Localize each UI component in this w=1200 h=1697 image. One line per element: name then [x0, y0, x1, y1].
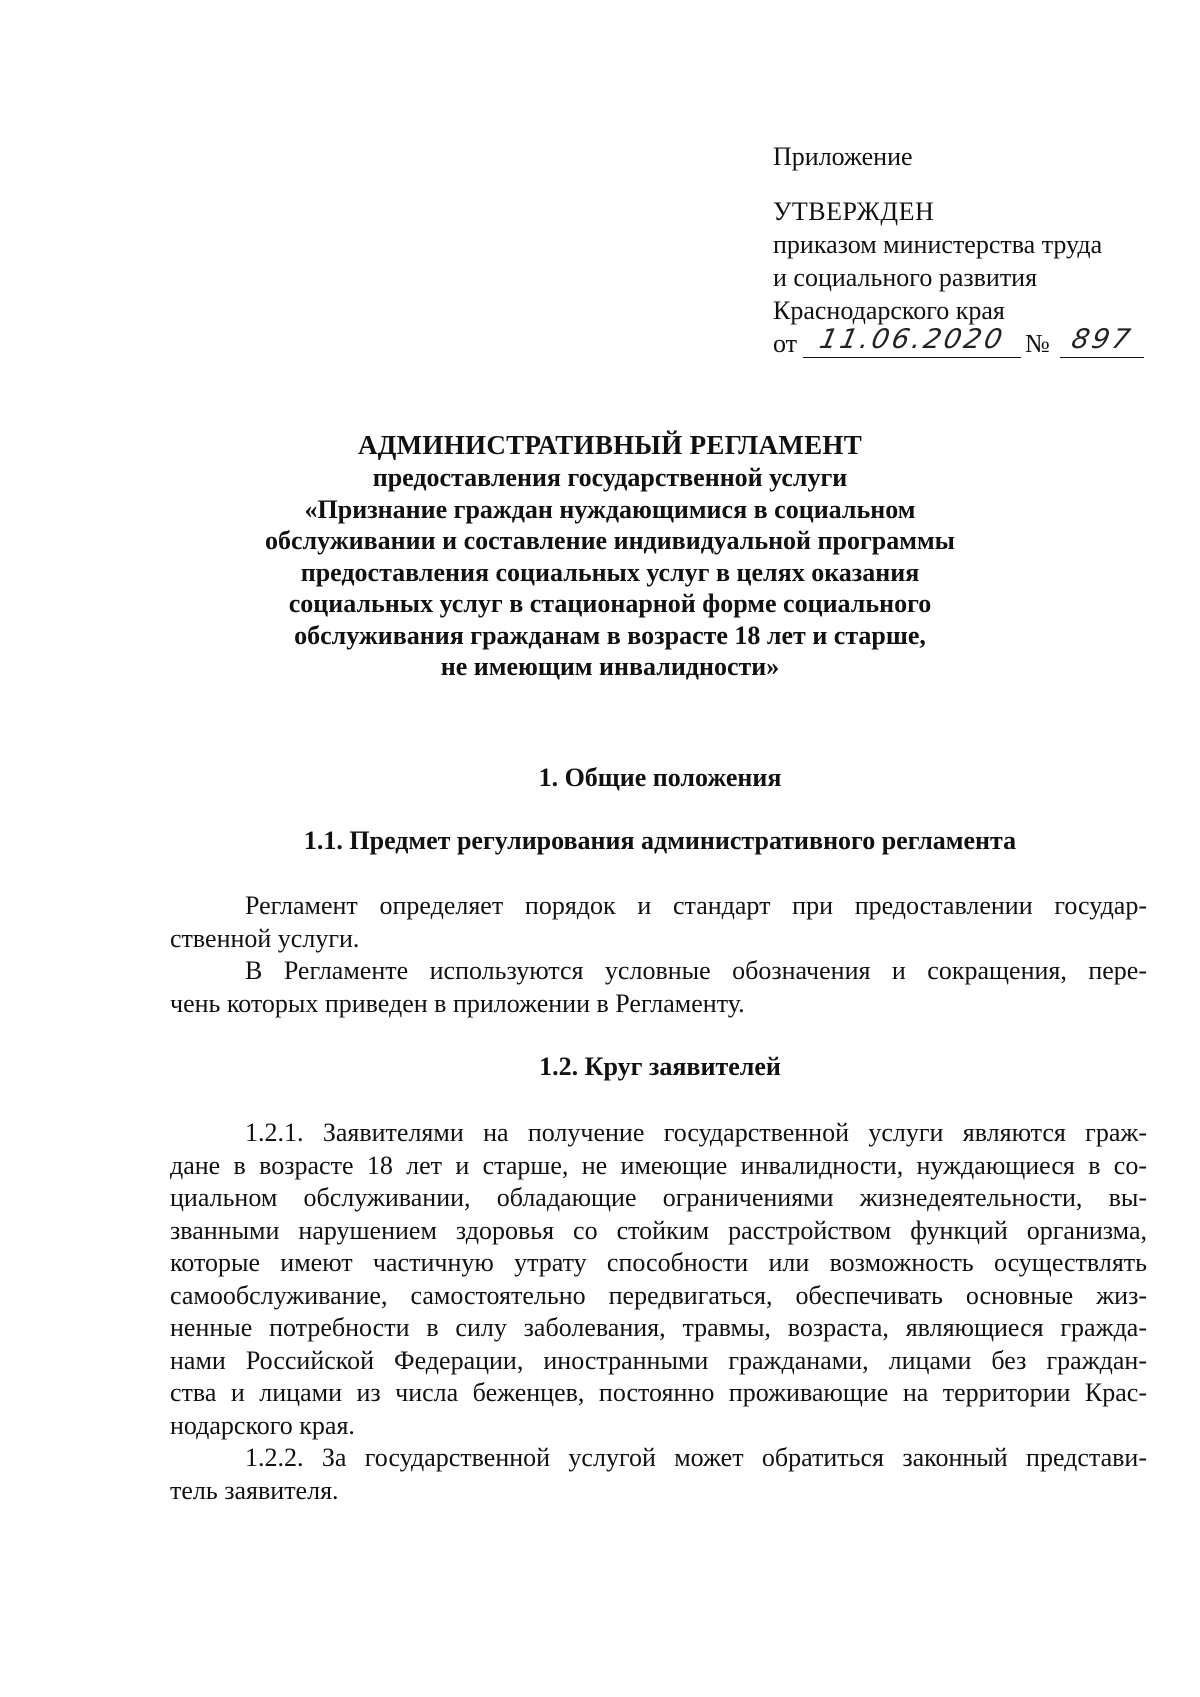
approval-line: и социального развития [773, 263, 1038, 292]
document-title [150, 428, 1070, 683]
text-line: самообслуживание, самостоятельно передвигаться, обеспечивать основные жиз- [170, 1280, 1147, 1310]
text-line: званными нарушением здоровья со стойким расстройством функций организма, [170, 1215, 1147, 1245]
date-number-row [773, 324, 1173, 360]
text-line: ненные потребности в силу заболевания, травмы, возраста, являющиеся гражда- [170, 1313, 1147, 1342]
text-line: тель заявителя. [170, 1475, 339, 1505]
text-line: 1.2.1. Заявителями на получение государственной услуги являются граж- [245, 1118, 1147, 1147]
subsection-body [170, 890, 1147, 1020]
title-line: обслуживании и составление индивидуальной программы [265, 526, 955, 555]
approved-label: УТВЕРЖДЕН [773, 197, 935, 226]
title-line: предоставления социальных услуг в целях оказания [300, 557, 920, 587]
text-line: циальном обслуживании, обладающие ограничениями жизнедеятельности, вы- [170, 1183, 1147, 1212]
title-line: «Признание граждан нуждающимися в социальном [304, 494, 916, 524]
date-prefix: от [773, 329, 798, 358]
handwritten-date: 11.06.2020 [816, 324, 1008, 355]
title-line: не имеющим инвалидности» [440, 652, 780, 681]
subsection-heading: 1.2. Круг заявителей [539, 1052, 781, 1081]
subsection-body [170, 1117, 1147, 1507]
paragraph [170, 1442, 1147, 1507]
number-label: № [1025, 329, 1050, 358]
handwritten-number: 897 [1068, 324, 1136, 355]
paragraph [170, 890, 1147, 955]
paragraph [170, 1117, 1147, 1442]
subsection-heading: 1.1. Предмет регулирования административного регламента [303, 826, 1017, 855]
text-line: ственной услуги. [170, 923, 360, 953]
text-line: дане в возрасте 18 лет и старше, не имеющие инвалидности, нуждающиеся в со- [170, 1150, 1147, 1180]
title-line: социальных услуг в стационарной форме социального [288, 589, 932, 618]
date-field [803, 324, 1021, 358]
text-line: 1.2.2. За государственной услугой может обратиться законный представи- [245, 1443, 1147, 1472]
text-line: ства и лицами из числа беженцев, постоянно проживающие на территории Крас- [170, 1378, 1147, 1407]
approval-line: приказом министерства труда [773, 230, 1103, 259]
title-line: предоставления государственной услуги [372, 463, 848, 492]
text-line: чень которых приведен в приложении в Регламенту. [170, 988, 745, 1018]
title-main: АДМИНИСТРАТИВНЫЙ РЕГЛАМЕНТ [357, 430, 863, 460]
text-line: нодарского края. [170, 1410, 355, 1440]
text-line: которые имеют частичную утрату способности или возможность осуществлять [170, 1248, 1147, 1277]
text-line: нами Российской Федерации, иностранными гражданами, лицами без граждан- [170, 1345, 1147, 1375]
approval-block [773, 140, 1173, 360]
paragraph [170, 955, 1147, 1020]
section-heading: 1. Общие положения [538, 763, 782, 792]
approval-line: Краснодарского края [773, 296, 1005, 325]
text-line: Регламент определяет порядок и стандарт при предоставлении государ- [245, 891, 1147, 920]
text-line: В Регламенте используются условные обозначения и сокращения, пере- [245, 956, 1147, 985]
appendix-label: Приложение [773, 142, 913, 171]
number-field [1060, 324, 1144, 358]
title-line: обслуживания гражданам в возрасте 18 лет и старше, [294, 620, 926, 650]
